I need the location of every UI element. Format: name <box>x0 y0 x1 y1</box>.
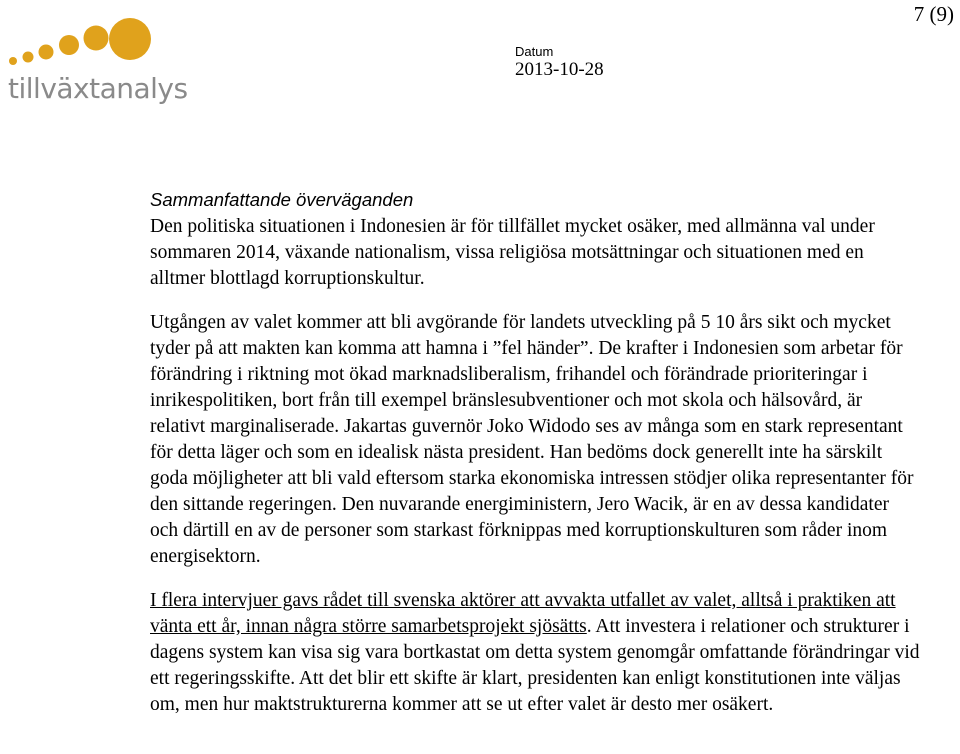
page-number: 7 (9) <box>913 2 954 26</box>
document-body <box>150 188 920 718</box>
logo-dots-icon <box>4 10 156 72</box>
section-heading: Sammanfattande överväganden <box>150 189 414 210</box>
date-label: Datum <box>515 44 554 59</box>
paragraph: Den politiska situationen i Indonesien är för tillfället mycket osäker, med allmänna val under sommaren 2014, växande nationalism, vissa religiösa motsättningar och situationen med en alltmer blottlagd korruptionskultur. <box>150 216 875 289</box>
underlined-text: I flera intervjuer gavs rådet till svenska aktörer att avvakta utfallet av valet, alltså i praktiken att vänta ett år, innan några större samarbetsprojekt sjösätts <box>150 590 896 637</box>
paragraph: Utgången av valet kommer att bli avgörande för landets utveckling på 5 10 års sikt och mycket tyder på att makten kan komma att hamna i ”fel händer”. De krafter i Indonesien som arbetar för förändring i riktning mot ökad marknadsliberalism, frihandel och förändrade prioriteringar i inrikespolitiken, bort från till exempel bränslesubventioner och mot skola och hälsovård, är relativt marginaliserade. Jakartas guvernör Joko Widodo ses av många som en stark representant för detta läger och som en idealisk nästa president. Han bedöms dock generellt inte ha särskilt goda möjligheter att bli vald eftersom starka ekonomiska intressen stödjer olika representanter för den sittande regeringen. Den nuvarande energiministern, Jero Wacik, är en av dessa kandidater och därtill en av de personer som starkast förknippas med korruptionskulturen som råder inom energisektorn. <box>150 312 914 567</box>
date-value: 2013-10-28 <box>515 59 604 80</box>
logo-wordmark: tillväxtanalys <box>8 72 188 105</box>
tillvaxtanalys-logo <box>4 10 188 105</box>
date-block <box>515 44 604 81</box>
paragraph-text: . Att investera i relationer och strukturer i dagens system kan visa sig vara bortkastat om detta system genomgår omfattande förändringar vid ett regeringsskifte. Att det blir ett skifte är klart, presidenten kan enligt konstitutionen inte väljas om, men hur maktstrukturerna kommer att se ut efter valet är desto mer osäkert. <box>150 616 920 715</box>
paragraph <box>150 588 920 718</box>
